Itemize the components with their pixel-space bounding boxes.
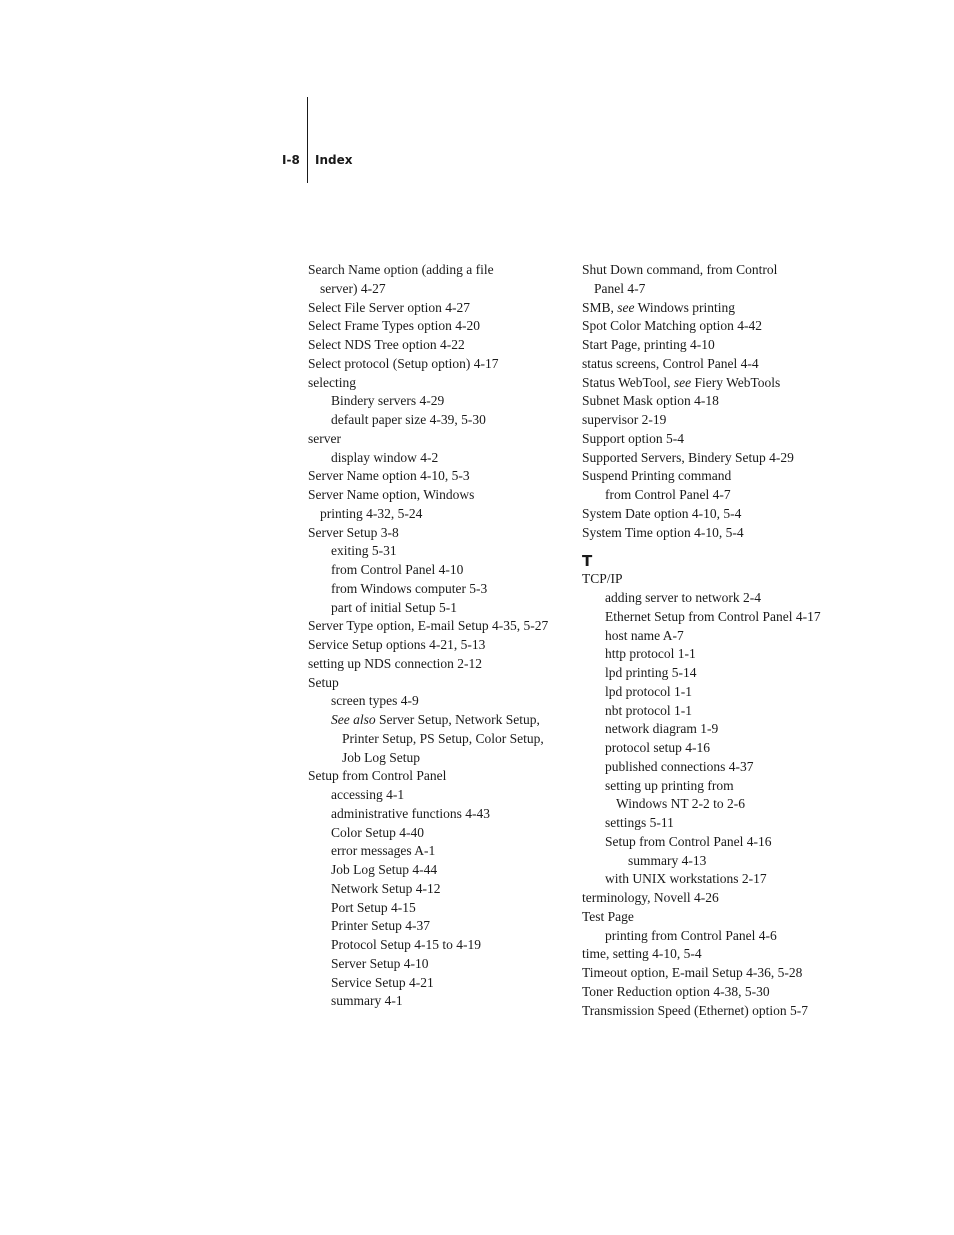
entry-text: Service Setup options 4-21, 5-13 bbox=[308, 637, 486, 652]
entry-text: Setup from Control Panel 4-16 bbox=[605, 833, 772, 849]
entry-text: Ethernet Setup from Control Panel 4-17 bbox=[605, 608, 821, 624]
entry-text: Search Name option (adding a file bbox=[308, 262, 494, 277]
index-entry bbox=[582, 627, 852, 646]
index-entry bbox=[582, 449, 852, 468]
entry-text: Server Setup 4-10 bbox=[331, 955, 429, 971]
index-entry bbox=[582, 430, 852, 449]
index-entry bbox=[582, 570, 852, 589]
entry-text: Test Page bbox=[582, 908, 634, 924]
entry-text: time, setting 4-10, 5-4 bbox=[582, 946, 702, 962]
index-entry bbox=[308, 824, 570, 843]
entry-text: Toner Reduction option 4-38, 5-30 bbox=[582, 983, 770, 999]
entry-text: selecting bbox=[308, 374, 356, 390]
page-number: I-8 bbox=[282, 153, 300, 167]
entry-text: display window 4-2 bbox=[331, 449, 439, 465]
index-entry bbox=[582, 720, 852, 739]
index-entry bbox=[308, 749, 570, 768]
entry-text: Spot Color Matching option 4-42 bbox=[582, 318, 762, 334]
index-entry bbox=[308, 786, 570, 805]
entry-text: administrative functions 4-43 bbox=[331, 805, 490, 821]
entry-text: Job Log Setup bbox=[342, 749, 421, 765]
entry-text: host name A-7 bbox=[605, 627, 684, 643]
entry-text: Server Name option 4-10, 5-3 bbox=[308, 468, 470, 484]
index-entry bbox=[582, 355, 852, 374]
entry-text: terminology, Novell 4-26 bbox=[582, 890, 719, 905]
index-entry bbox=[308, 861, 570, 880]
index-entry bbox=[308, 617, 570, 636]
header-divider bbox=[307, 97, 308, 183]
entry-text: Server Setup 3-8 bbox=[308, 524, 399, 540]
entry-text: Shut Down command, from Control bbox=[582, 262, 778, 277]
index-entry bbox=[308, 505, 570, 524]
index-entry bbox=[308, 936, 570, 955]
entry-text: Server Name option, Windows bbox=[308, 487, 475, 502]
index-entry bbox=[582, 777, 852, 796]
index-entry bbox=[582, 589, 852, 608]
index-entry bbox=[582, 964, 852, 983]
entry-text: Color Setup 4-40 bbox=[331, 824, 424, 840]
index-entry bbox=[308, 599, 570, 618]
index-entry bbox=[582, 280, 852, 299]
entry-text: Setup bbox=[308, 674, 339, 690]
index-entry bbox=[582, 486, 852, 505]
index-entry bbox=[308, 486, 570, 505]
index-group-s bbox=[582, 261, 852, 542]
index-entry bbox=[308, 711, 570, 730]
entry-text: network diagram 1-9 bbox=[605, 721, 719, 737]
see-reference: see bbox=[673, 374, 692, 390]
entry-text: Suspend Printing command bbox=[582, 468, 732, 484]
entry-text: part of initial Setup 5-1 bbox=[331, 599, 457, 615]
entry-text: Timeout option, E-mail Setup 4-36, 5-28 bbox=[582, 965, 803, 980]
index-column-left bbox=[308, 261, 570, 1011]
index-entry bbox=[308, 899, 570, 918]
entry-text: Fiery WebTools bbox=[691, 374, 781, 390]
index-entry bbox=[308, 842, 570, 861]
entry-text: Bindery servers 4-29 bbox=[331, 393, 445, 409]
entry-text: accessing 4-1 bbox=[331, 787, 405, 802]
index-entry bbox=[582, 814, 852, 833]
index-entry bbox=[308, 974, 570, 993]
index-entry bbox=[308, 430, 570, 449]
index-entry bbox=[308, 355, 570, 374]
entry-text: lpd printing 5-14 bbox=[605, 665, 697, 680]
index-entry bbox=[308, 992, 570, 1011]
index-entry bbox=[582, 1002, 852, 1021]
entry-text: error messages A-1 bbox=[331, 843, 436, 859]
entry-text: Server Type option, E-mail Setup 4-35, 5-27 bbox=[308, 618, 549, 634]
entry-text: summary 4-13 bbox=[628, 852, 707, 868]
index-entry bbox=[308, 374, 570, 393]
index-entry bbox=[308, 336, 570, 355]
entry-text: TCP/IP bbox=[582, 571, 623, 587]
entry-text: summary 4-1 bbox=[331, 993, 403, 1009]
index-entry bbox=[308, 805, 570, 824]
index-entry bbox=[308, 524, 570, 543]
entry-text: System Time option 4-10, 5-4 bbox=[582, 524, 744, 540]
entry-text: adding server to network 2-4 bbox=[605, 590, 761, 605]
index-entry bbox=[308, 767, 570, 786]
entry-text: published connections 4-37 bbox=[605, 758, 754, 774]
index-entry bbox=[582, 945, 852, 964]
see-reference: see bbox=[617, 299, 635, 315]
entry-text: Start Page, printing 4-10 bbox=[582, 337, 715, 352]
entry-text: supervisor 2-19 bbox=[582, 412, 667, 427]
entry-text: nbt protocol 1-1 bbox=[605, 702, 692, 718]
section-title: Index bbox=[315, 153, 353, 167]
entry-text: Server Setup, Network Setup, bbox=[375, 712, 540, 727]
entry-text: Printer Setup, PS Setup, Color Setup, bbox=[342, 730, 544, 746]
index-entry bbox=[582, 645, 852, 664]
index-entry bbox=[582, 852, 852, 871]
index-entry bbox=[582, 683, 852, 702]
entry-text: from Windows computer 5-3 bbox=[331, 580, 488, 596]
entry-text: Protocol Setup 4-15 to 4-19 bbox=[331, 937, 481, 952]
index-entry bbox=[582, 261, 852, 280]
index-entry bbox=[582, 336, 852, 355]
index-entry bbox=[582, 927, 852, 946]
entry-text: screen types 4-9 bbox=[331, 693, 419, 709]
index-entry bbox=[308, 280, 570, 299]
index-entry bbox=[582, 411, 852, 430]
entry-text: Printer Setup 4-37 bbox=[331, 918, 430, 934]
entry-text: Setup from Control Panel bbox=[308, 768, 447, 784]
see-reference: See also bbox=[331, 712, 376, 727]
index-entry bbox=[308, 411, 570, 430]
entry-text: Windows printing bbox=[634, 299, 735, 315]
entry-text: Job Log Setup 4-44 bbox=[331, 862, 438, 877]
entry-text: Supported Servers, Bindery Setup 4-29 bbox=[582, 449, 794, 465]
index-entry bbox=[308, 299, 570, 318]
index-entry bbox=[308, 561, 570, 580]
entry-text: Panel 4-7 bbox=[594, 280, 646, 296]
index-entry bbox=[308, 674, 570, 693]
entry-text: Select protocol (Setup option) 4-17 bbox=[308, 355, 499, 371]
entry-text: printing from Control Panel 4-6 bbox=[605, 927, 777, 943]
index-entry bbox=[308, 261, 570, 280]
entry-text: setting up NDS connection 2-12 bbox=[308, 655, 482, 671]
index-entry bbox=[308, 542, 570, 561]
entry-text: protocol setup 4-16 bbox=[605, 740, 710, 755]
index-entry bbox=[308, 449, 570, 468]
entry-text: Transmission Speed (Ethernet) option 5-7 bbox=[582, 1002, 808, 1018]
index-entry bbox=[582, 608, 852, 627]
entry-text: System Date option 4-10, 5-4 bbox=[582, 505, 742, 521]
index-entry bbox=[308, 317, 570, 336]
index-entry bbox=[308, 880, 570, 899]
index-entry bbox=[308, 636, 570, 655]
index-entry bbox=[308, 917, 570, 936]
index-entry bbox=[582, 870, 852, 889]
index-entry bbox=[308, 692, 570, 711]
entry-text: Windows NT 2-2 to 2-6 bbox=[616, 796, 745, 812]
entry-text: setting up printing from bbox=[605, 777, 734, 793]
index-entry bbox=[582, 317, 852, 336]
index-entry bbox=[308, 655, 570, 674]
entry-text: settings 5-11 bbox=[605, 815, 674, 830]
index-entry bbox=[582, 908, 852, 927]
index-entry bbox=[582, 524, 852, 543]
entry-text: Subnet Mask option 4-18 bbox=[582, 393, 719, 409]
entry-text: Select NDS Tree option 4-22 bbox=[308, 337, 465, 352]
index-group-t bbox=[582, 570, 852, 1020]
index-entry bbox=[582, 702, 852, 721]
index-entry bbox=[582, 795, 852, 814]
index-entry bbox=[308, 580, 570, 599]
index-entry bbox=[308, 955, 570, 974]
entry-text: default paper size 4-39, 5-30 bbox=[331, 412, 486, 427]
index-entry bbox=[582, 374, 852, 393]
entry-text: server) 4-27 bbox=[320, 280, 386, 296]
entry-prefix: SMB, bbox=[582, 299, 618, 315]
index-entry bbox=[582, 299, 852, 318]
index-entry bbox=[582, 889, 852, 908]
index-entry bbox=[308, 392, 570, 411]
index-entry bbox=[582, 664, 852, 683]
entry-text: status screens, Control Panel 4-4 bbox=[582, 355, 759, 371]
index-entry bbox=[582, 467, 852, 486]
entry-text: lpd protocol 1-1 bbox=[605, 683, 692, 699]
entry-text: exiting 5-31 bbox=[331, 543, 397, 559]
entry-text: Service Setup 4-21 bbox=[331, 974, 434, 990]
index-entry bbox=[308, 467, 570, 486]
entry-text: Select Frame Types option 4-20 bbox=[308, 318, 481, 334]
index-entry bbox=[582, 392, 852, 411]
entry-text: from Control Panel 4-7 bbox=[605, 487, 731, 502]
index-entry bbox=[308, 730, 570, 749]
index-entry bbox=[582, 833, 852, 852]
entry-text: with UNIX workstations 2-17 bbox=[605, 871, 767, 887]
entry-text: http protocol 1-1 bbox=[605, 646, 696, 662]
entry-text: from Control Panel 4-10 bbox=[331, 562, 464, 577]
index-entry bbox=[582, 758, 852, 777]
index-entry bbox=[582, 505, 852, 524]
entry-text: Support option 5-4 bbox=[582, 430, 685, 446]
entry-text: Port Setup 4-15 bbox=[331, 899, 416, 915]
entry-prefix: Status WebTool, bbox=[582, 374, 674, 390]
index-entry bbox=[582, 739, 852, 758]
index-column-right bbox=[582, 261, 852, 1020]
entry-text: Select File Server option 4-27 bbox=[308, 299, 470, 315]
entry-text: printing 4-32, 5-24 bbox=[320, 505, 423, 521]
index-entry bbox=[582, 983, 852, 1002]
entry-text: server bbox=[308, 430, 341, 446]
letter-heading-t: T bbox=[582, 552, 593, 571]
entry-text: Network Setup 4-12 bbox=[331, 880, 441, 896]
